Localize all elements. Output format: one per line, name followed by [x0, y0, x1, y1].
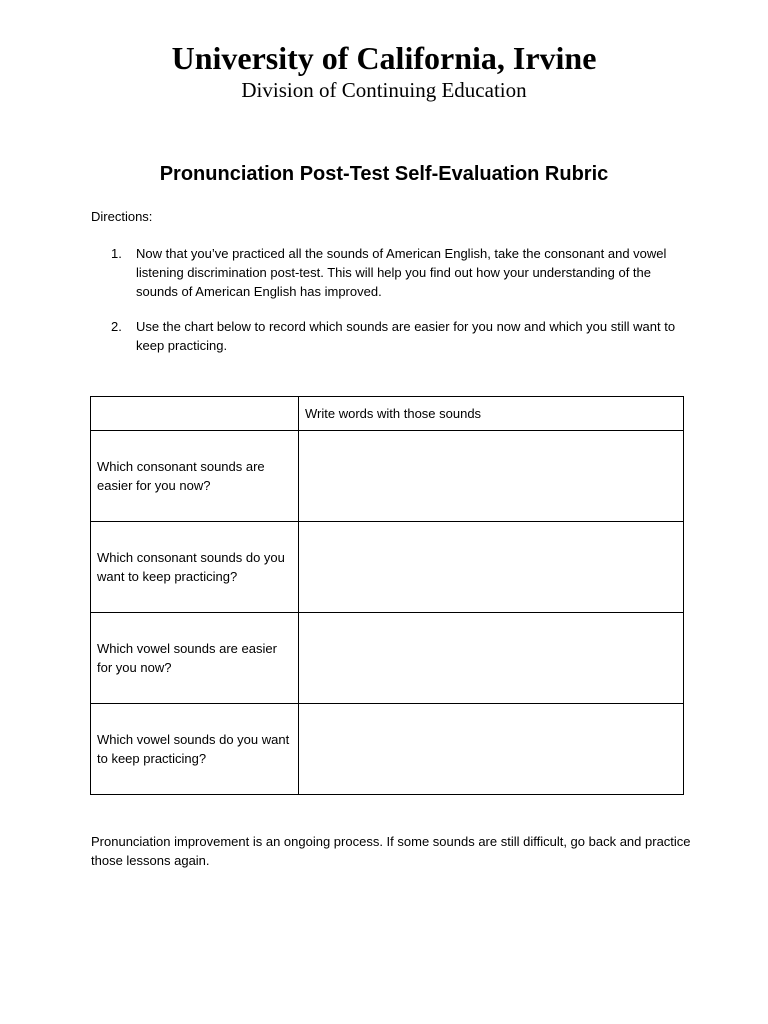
- direction-text: Now that you’ve practiced all the sounds of American English, take the consonant and vowel listening discrimination post-test. This will help you find out how your understanding of the sounds of American English has improved.: [136, 246, 667, 299]
- answer-cell[interactable]: [299, 522, 684, 613]
- directions-list: [91, 244, 691, 371]
- table-row: [91, 613, 684, 704]
- answer-cell[interactable]: [299, 431, 684, 522]
- question-cell: Which vowel sounds do you want to keep practicing?: [91, 704, 299, 795]
- table-row: [91, 431, 684, 522]
- answer-cell[interactable]: [299, 613, 684, 704]
- table-row: [91, 704, 684, 795]
- direction-number: 2.: [111, 319, 122, 334]
- university-title: University of California, Irvine: [171, 40, 597, 76]
- question-cell: Which consonant sounds do you want to keep practicing?: [91, 522, 299, 613]
- directions-label: Directions:: [91, 209, 153, 224]
- question-cell: Which consonant sounds are easier for you now?: [91, 431, 299, 522]
- table-row: [91, 522, 684, 613]
- table-header-answer: Write words with those sounds: [299, 397, 684, 431]
- direction-text: Use the chart below to record which sounds are easier for you now and which you still want to keep practicing.: [136, 319, 676, 353]
- question-cell: Which vowel sounds are easier for you now?: [91, 613, 299, 704]
- rubric-title: Pronunciation Post-Test Self-Evaluation Rubric: [159, 163, 609, 185]
- table-header-corner: [91, 397, 299, 431]
- direction-item: [91, 317, 691, 355]
- table-header-row: [91, 397, 684, 431]
- answer-cell[interactable]: [299, 704, 684, 795]
- division-subtitle: Division of Continuing Education: [241, 78, 527, 102]
- closing-note: Pronunciation improvement is an ongoing process. If some sounds are still difficult, go back and practice those lessons again.: [91, 834, 691, 868]
- direction-number: 1.: [111, 246, 122, 261]
- direction-item: [91, 244, 691, 301]
- self-evaluation-table: [90, 396, 684, 795]
